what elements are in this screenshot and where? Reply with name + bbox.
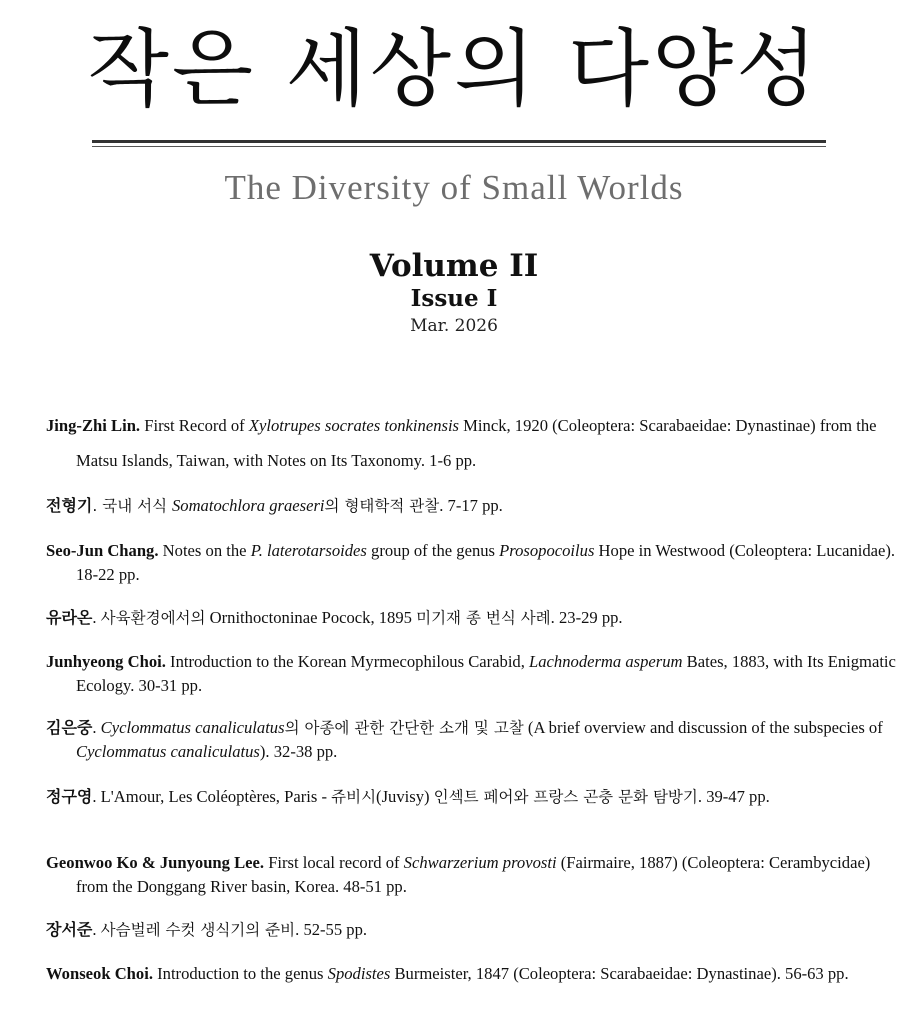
- article-text: ). 32-38 pp.: [259, 742, 338, 761]
- issue-label: Issue I: [410, 285, 498, 312]
- article-text: 의 아종에 관한 간단한 소개 및 고찰: [284, 719, 524, 737]
- article-taxon: Lachnoderma asperum: [529, 652, 683, 671]
- title-divider-thick: [92, 140, 826, 143]
- article-entry: [46, 408, 906, 478]
- article-author: Seo-Jun Chang.: [46, 541, 159, 560]
- article-text: Bates, 1883, with Its Enigmatic Ecology. 30-31 pp.: [76, 652, 896, 695]
- article-text: .: [92, 718, 101, 737]
- article-author: 장서준: [46, 920, 93, 939]
- article-text: . 23-29 pp.: [550, 608, 623, 627]
- article-text: .: [92, 608, 101, 627]
- article-text: 인섹트 페어와 프랑스 곤충 문화 탐방기: [433, 788, 698, 806]
- article-author: 유라온: [46, 608, 93, 627]
- title-divider-thin: [92, 146, 826, 147]
- article-entry: [46, 918, 906, 942]
- article-entry: [46, 606, 906, 630]
- article-taxon: Schwarzerium provosti: [403, 853, 557, 872]
- issue-date: Mar. 2026: [410, 316, 498, 336]
- article-entry: [46, 962, 906, 986]
- article-text: Burmeister, 1847 (Coleoptera: Scarabaeidae: Dynastinae). 56-63 pp.: [390, 964, 849, 983]
- article-text: group of the genus: [366, 541, 500, 560]
- article-text: . L'Amour, Les Coléoptères, Paris -: [92, 787, 332, 806]
- article-text: . 52-55 pp.: [295, 920, 368, 939]
- article-text: First Record of: [140, 416, 249, 435]
- article-text: . 7-17 pp.: [439, 496, 503, 515]
- article-text: 미기재 종 번식 사례: [416, 609, 551, 627]
- article-text: Notes on the: [158, 541, 251, 560]
- article-text: .: [92, 920, 101, 939]
- article-taxon: Cyclommatus canaliculatus: [76, 742, 260, 761]
- article-text: Ornithoctoninae Pocock, 1895: [205, 608, 417, 627]
- article-author: Junhyeong Choi.: [46, 652, 166, 671]
- korean-title: 작은 세상의 다양성: [87, 20, 821, 118]
- article-entry: [46, 650, 906, 698]
- article-text: Introduction to the Korean Myrmecophilous Carabid,: [165, 652, 530, 671]
- article-text: (Juvisy): [376, 787, 434, 806]
- article-text: 사육환경에서의: [100, 609, 206, 627]
- article-text: Hope in Westwood (Coleoptera: Lucanidae). 18-22 pp.: [76, 541, 896, 584]
- article-entry: [46, 539, 906, 587]
- article-taxon: Cyclommatus canaliculatus: [100, 718, 285, 737]
- article-text: Introduction to the genus: [152, 964, 328, 983]
- article-author: 김은중: [46, 718, 93, 737]
- article-text: First local record of: [264, 853, 404, 872]
- article-taxon: Xylotrupes socrates tonkinensis: [248, 416, 460, 435]
- article-text: (A brief overview and discussion of the subspecies of: [523, 718, 883, 737]
- article-author: 전형기: [46, 496, 93, 515]
- article-text: 의 형태학적 관찰: [324, 497, 440, 515]
- article-author: Geonwoo Ko & Junyoung Lee.: [46, 853, 265, 872]
- article-text: . 국내 서식: [92, 497, 172, 515]
- article-text: Minck, 1920 (Coleoptera: Scarabaeidae: Dynastinae) from the Matsu Islands, Taiwan, with Notes on Its Taxonomy. 1-6 pp.: [76, 416, 877, 470]
- article-entry: [46, 785, 906, 809]
- article-taxon: Somatochlora graeseri: [171, 496, 325, 515]
- article-taxon: Prosopocoilus: [499, 541, 595, 560]
- article-entry: [46, 494, 906, 518]
- article-text: 쥬비시: [331, 788, 377, 806]
- article-taxon: P. laterotarsoides: [250, 541, 367, 560]
- article-author: Wonseok Choi.: [46, 964, 153, 983]
- volume-label: Volume II: [369, 248, 539, 284]
- article-text: 사슴벌레 수컷 생식기의 준비: [100, 921, 296, 939]
- english-title: The Diversity of Small Worlds: [224, 168, 684, 207]
- article-text: (Fairmaire, 1887) (Coleoptera: Cerambycidae) from the Donggang River basin, Korea. 48-51 pp.: [76, 853, 871, 896]
- article-author: Jing-Zhi Lin.: [46, 416, 141, 435]
- article-taxon: Spodistes: [327, 964, 391, 983]
- article-text: . 39-47 pp.: [697, 787, 770, 806]
- article-author: 정구영: [46, 787, 93, 806]
- article-entry: [46, 716, 906, 764]
- article-entry: [46, 851, 906, 899]
